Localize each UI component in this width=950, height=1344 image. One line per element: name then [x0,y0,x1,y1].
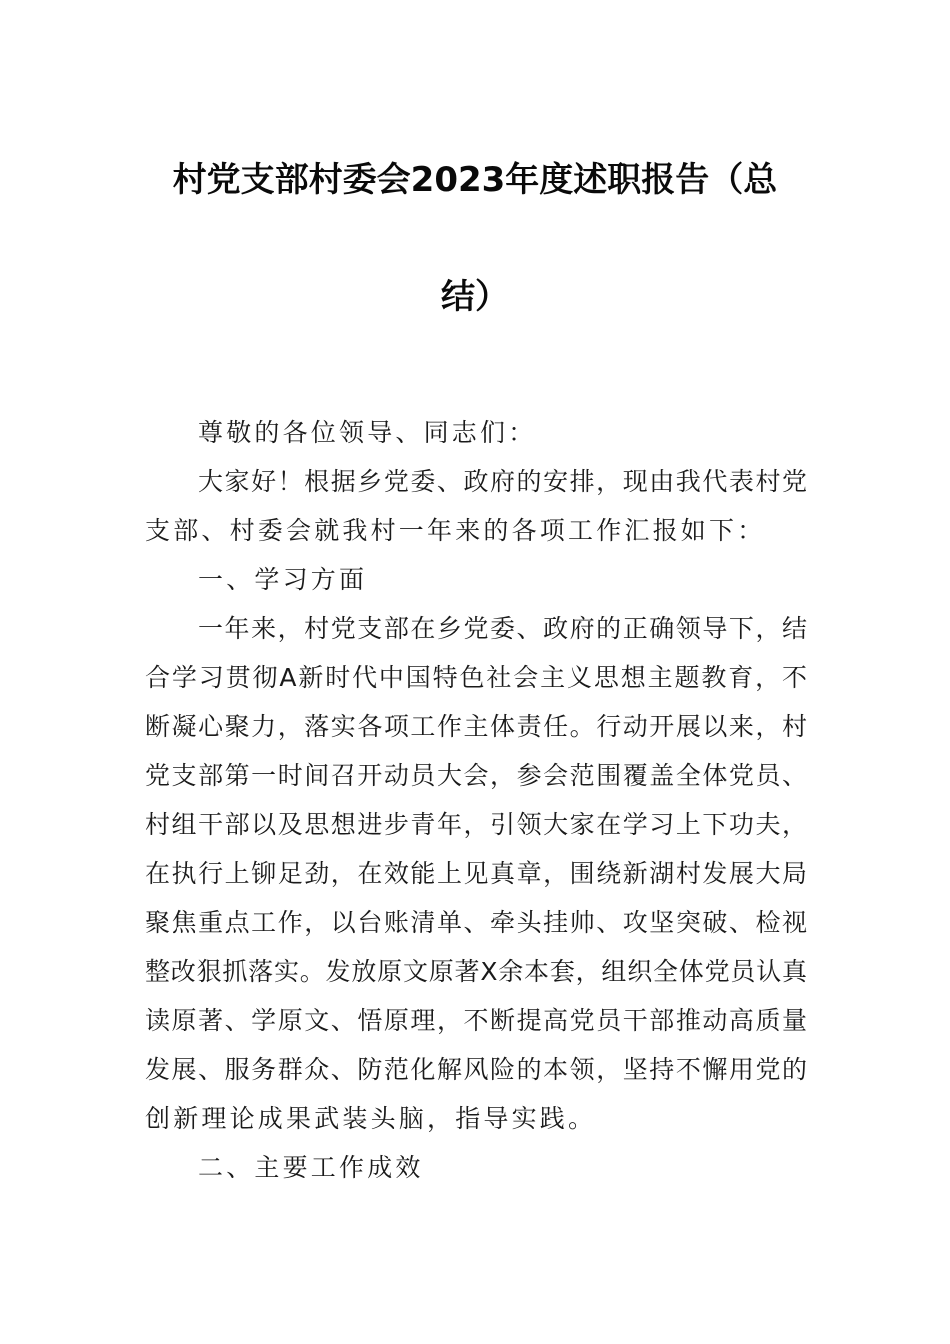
document-body [145,414,807,1198]
body-line: 一年来，村党支部在乡党委、政府的正确领导下，结 [198,614,807,643]
body-line: 读原著、学原文、悟原理，不断提高党员干部推动高质量 [145,1006,807,1035]
body-line: 支部、村委会就我村一年来的各项工作汇报如下： [145,516,766,545]
section-heading-study: 一、学习方面 [198,565,368,594]
body-line: 大家好！根据乡党委、政府的安排，现由我代表村党 [198,467,807,496]
body-line: 创新理论成果武装头脑，指导实践。 [145,1104,597,1133]
body-line: 党支部第一时间召开动员大会，参会范围覆盖全体党员、 [145,761,807,790]
body-line: 尊敬的各位领导、同志们： [198,418,537,447]
body-line: 聚焦重点工作，以台账清单、牵头挂帅、攻坚突破、检视 [145,908,807,937]
body-line: 整改狠抓落实。发放原文原著X余本套，组织全体党员认真 [145,957,807,986]
body-line: 断凝心聚力，落实各项工作主体责任。行动开展以来，村 [145,712,807,741]
body-line: 村组干部以及思想进步青年，引领大家在学习上下功夫， [145,810,807,839]
document-title-line-1: 村党支部村委会2023年度述职报告（总 [172,160,778,200]
section-heading-achievements: 二、主要工作成效 [198,1153,424,1182]
body-line: 合学习贯彻A新时代中国特色社会主义思想主题教育，不 [145,663,807,692]
document-title-line-2: 结） [441,277,509,317]
body-line: 在执行上铆足劲，在效能上见真章，围绕新湖村发展大局 [145,859,807,888]
body-line: 发展、服务群众、防范化解风险的本领，坚持不懈用党的 [145,1055,807,1084]
